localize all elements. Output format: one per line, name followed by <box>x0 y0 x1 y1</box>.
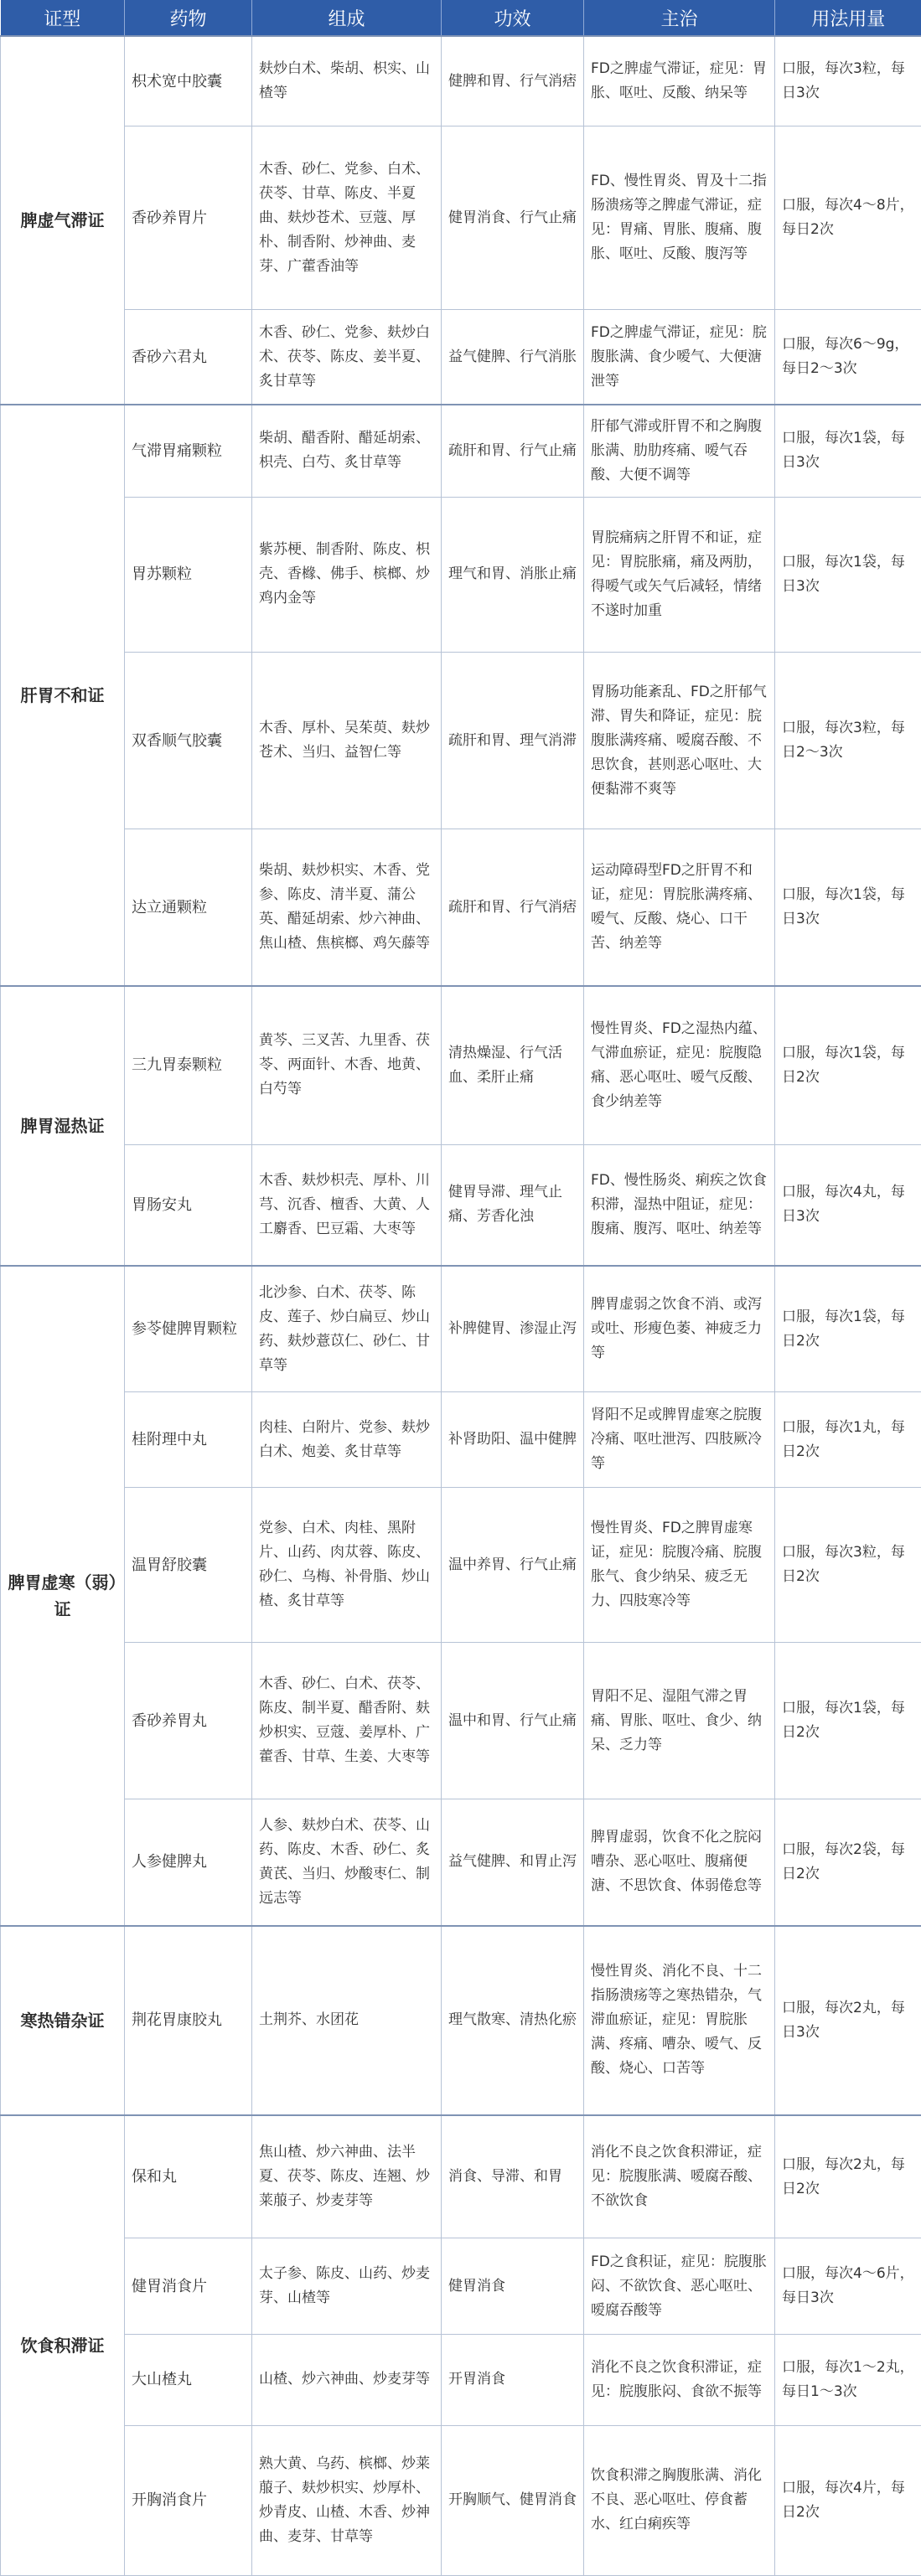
syndrome-cell: 肝胃不和证 <box>1 405 125 986</box>
usage-cell: 口服，每次1袋，每日3次 <box>775 829 921 986</box>
syndrome-cell: 脾胃虚寒（弱）证 <box>1 1266 125 1926</box>
drug-cell: 温胃舒胶囊 <box>125 1488 252 1643</box>
table-row <box>1 1144 921 1266</box>
table-row <box>1 1266 921 1392</box>
effect-cell: 理气和胃、消胀止痛 <box>442 497 584 652</box>
indication-cell: 肾阳不足或脾胃虚寒之脘腹冷痛、呕吐泄泻、四肢厥冷等 <box>584 1392 775 1488</box>
composition-cell: 麸炒白术、柴胡、枳实、山楂等 <box>252 36 442 126</box>
syndrome-cell: 寒热错杂证 <box>1 1926 125 2115</box>
drug-cell: 健胃消食片 <box>125 2238 252 2335</box>
indication-cell: 饮食积滞之胸腹胀满、消化不良、恶心呕吐、停食蓄水、红白痢疾等 <box>584 2425 775 2575</box>
drug-cell: 参苓健脾胃颗粒 <box>125 1266 252 1392</box>
header-indication: 主治 <box>584 0 775 36</box>
indication-cell: 胃脘痛病之肝胃不和证，症见：胃脘胀痛，痛及两肋，得嗳气或矢气后减轻，情绪不遂时加重 <box>584 497 775 652</box>
drug-cell: 人参健脾丸 <box>125 1799 252 1926</box>
usage-cell: 口服，每次1袋，每日2次 <box>775 1266 921 1392</box>
table-row <box>1 1643 921 1799</box>
composition-cell: 党参、白术、肉桂、黑附片、山药、肉苁蓉、陈皮、砂仁、乌梅、补骨脂、炒山楂、炙甘草等 <box>252 1488 442 1643</box>
indication-cell: 慢性胃炎、FD之湿热内蕴、气滞血瘀证，症见：脘腹隐痛、恶心呕吐、嗳气反酸、食少纳差等 <box>584 986 775 1144</box>
usage-cell: 口服，每次6～9g，每日2～3次 <box>775 310 921 405</box>
syndrome-cell: 脾虚气滞证 <box>1 36 125 405</box>
composition-cell: 柴胡、醋香附、醋延胡索、枳壳、白芍、炙甘草等 <box>252 405 442 498</box>
drug-cell: 荆花胃康胶丸 <box>125 1926 252 2115</box>
composition-cell: 人参、麸炒白术、茯苓、山药、陈皮、木香、砂仁、炙黄芪、当归、炒酸枣仁、制远志等 <box>252 1799 442 1926</box>
composition-cell: 黄芩、三叉苦、九里香、茯苓、两面针、木香、地黄、白芍等 <box>252 986 442 1144</box>
composition-cell: 木香、砂仁、党参、白术、茯苓、甘草、陈皮、半夏曲、麸炒苍术、豆蔻、厚朴、制香附、炒神曲、麦芽、广藿香油等 <box>252 126 442 310</box>
composition-cell: 山楂、炒六神曲、炒麦芽等 <box>252 2335 442 2426</box>
effect-cell: 温中养胃、行气止痛 <box>442 1488 584 1643</box>
effect-cell: 健胃导滞、理气止痛、芳香化浊 <box>442 1144 584 1266</box>
composition-cell: 熟大黄、乌药、槟榔、炒莱菔子、麸炒枳实、炒厚朴、炒青皮、山楂、木香、炒神曲、麦芽、甘草等 <box>252 2425 442 2575</box>
table-row <box>1 126 921 310</box>
effect-cell: 补脾健胃、渗湿止泻 <box>442 1266 584 1392</box>
drug-cell: 保和丸 <box>125 2115 252 2238</box>
header-effect: 功效 <box>442 0 584 36</box>
effect-cell: 开胃消食 <box>442 2335 584 2426</box>
table-row <box>1 2335 921 2426</box>
usage-cell: 口服，每次2丸，每日3次 <box>775 1926 921 2115</box>
effect-cell: 温中和胃、行气止痛 <box>442 1643 584 1799</box>
table-row <box>1 1488 921 1643</box>
table-row <box>1 36 921 126</box>
table-row <box>1 1926 921 2115</box>
usage-cell: 口服，每次1袋，每日3次 <box>775 405 921 498</box>
header-syndrome: 证型 <box>1 0 125 36</box>
drug-cell: 香砂六君丸 <box>125 310 252 405</box>
header-row <box>1 0 921 36</box>
indication-cell: FD之脾虚气滞证，症见：脘腹胀满、食少嗳气、大便溏泄等 <box>584 310 775 405</box>
indication-cell: 脾胃虚弱，饮食不化之脘闷嘈杂、恶心呕吐、腹痛便溏、不思饮食、体弱倦怠等 <box>584 1799 775 1926</box>
table-row <box>1 2238 921 2335</box>
header-drug: 药物 <box>125 0 252 36</box>
effect-cell: 开胸顺气、健胃消食 <box>442 2425 584 2575</box>
usage-cell: 口服，每次4～8片，每日2次 <box>775 126 921 310</box>
drug-cell: 桂附理中丸 <box>125 1392 252 1488</box>
indication-cell: FD之脾虚气滞证，症见：胃胀、呕吐、反酸、纳呆等 <box>584 36 775 126</box>
table-row <box>1 310 921 405</box>
composition-cell: 北沙参、白术、茯苓、陈皮、莲子、炒白扁豆、炒山药、麸炒薏苡仁、砂仁、甘草等 <box>252 1266 442 1392</box>
drug-cell: 双香顺气胶囊 <box>125 652 252 829</box>
indication-cell: FD、慢性肠炎、痢疾之饮食积滞，湿热中阻证，症见：腹痛、腹泻、呕吐、纳差等 <box>584 1144 775 1266</box>
indication-cell: 肝郁气滞或肝胃不和之胸腹胀满、肋肋疼痛、嗳气吞酸、大便不调等 <box>584 405 775 498</box>
indication-cell: 胃肠功能紊乱、FD之肝郁气滞、胃失和降证，症见：脘腹胀满疼痛、嗳腐吞酸、不思饮食，甚则恶心呕吐、大便黏滞不爽等 <box>584 652 775 829</box>
composition-cell: 太子参、陈皮、山药、炒麦芽、山楂等 <box>252 2238 442 2335</box>
table-row <box>1 652 921 829</box>
indication-cell: 运动障碍型FD之肝胃不和证，症见：胃脘胀满疼痛、嗳气、反酸、烧心、口干苦、纳差等 <box>584 829 775 986</box>
effect-cell: 健胃消食、行气止痛 <box>442 126 584 310</box>
header-usage: 用法用量 <box>775 0 921 36</box>
indication-cell: 消化不良之饮食积滞证，症见：脘腹胀满、嗳腐吞酸、不欲饮食 <box>584 2115 775 2238</box>
usage-cell: 口服，每次1袋，每日3次 <box>775 497 921 652</box>
table-row <box>1 405 921 498</box>
effect-cell: 清热燥湿、行气活血、柔肝止痛 <box>442 986 584 1144</box>
effect-cell: 疏肝和胃、理气消滞 <box>442 652 584 829</box>
drug-cell: 大山楂丸 <box>125 2335 252 2426</box>
table-row <box>1 1392 921 1488</box>
usage-cell: 口服，每次2丸，每日2次 <box>775 2115 921 2238</box>
composition-cell: 肉桂、白附片、党参、麸炒白术、炮姜、炙甘草等 <box>252 1392 442 1488</box>
indication-cell: 胃阳不足、湿阻气滞之胃痛、胃胀、呕吐、食少、纳呆、乏力等 <box>584 1643 775 1799</box>
header-composition: 组成 <box>252 0 442 36</box>
composition-cell: 木香、麸炒枳壳、厚朴、川芎、沉香、檀香、大黄、人工麝香、巴豆霜、大枣等 <box>252 1144 442 1266</box>
table-row <box>1 2425 921 2575</box>
composition-cell: 木香、厚朴、吴茱萸、麸炒苍术、当归、益智仁等 <box>252 652 442 829</box>
composition-cell: 木香、砂仁、党参、麸炒白术、茯苓、陈皮、姜半夏、炙甘草等 <box>252 310 442 405</box>
composition-cell: 木香、砂仁、白术、茯苓、陈皮、制半夏、醋香附、麸炒枳实、豆蔻、姜厚朴、广藿香、甘草、生姜、大枣等 <box>252 1643 442 1799</box>
composition-cell: 紫苏梗、制香附、陈皮、枳壳、香橼、佛手、槟榔、炒鸡内金等 <box>252 497 442 652</box>
usage-cell: 口服，每次4～6片，每日3次 <box>775 2238 921 2335</box>
usage-cell: 口服，每次1袋，每日2次 <box>775 1643 921 1799</box>
usage-cell: 口服，每次3粒，每日2次 <box>775 1488 921 1643</box>
usage-cell: 口服，每次1～2丸，每日1～3次 <box>775 2335 921 2426</box>
drug-cell: 胃苏颗粒 <box>125 497 252 652</box>
table-row <box>1 829 921 986</box>
usage-cell: 口服，每次4丸，每日3次 <box>775 1144 921 1266</box>
usage-cell: 口服，每次2袋，每日2次 <box>775 1799 921 1926</box>
drug-cell: 达立通颗粒 <box>125 829 252 986</box>
syndrome-cell: 饮食积滞证 <box>1 2115 125 2575</box>
effect-cell: 理气散寒、清热化瘀 <box>442 1926 584 2115</box>
drug-cell: 胃肠安丸 <box>125 1144 252 1266</box>
usage-cell: 口服，每次1丸，每日2次 <box>775 1392 921 1488</box>
effect-cell: 健胃消食 <box>442 2238 584 2335</box>
table-row <box>1 1799 921 1926</box>
indication-cell: 慢性胃炎、FD之脾胃虚寒证，症见：脘腹冷痛、脘腹胀气、食少纳呆、疲乏无力、四肢寒冷等 <box>584 1488 775 1643</box>
effect-cell: 疏肝和胃、行气止痛 <box>442 405 584 498</box>
table-row <box>1 497 921 652</box>
effect-cell: 消食、导滞、和胃 <box>442 2115 584 2238</box>
drug-cell: 枳术宽中胶囊 <box>125 36 252 126</box>
usage-cell: 口服，每次3粒，每日2～3次 <box>775 652 921 829</box>
drug-cell: 开胸消食片 <box>125 2425 252 2575</box>
composition-cell: 柴胡、麸炒枳实、木香、党参、陈皮、清半夏、蒲公英、醋延胡索、炒六神曲、焦山楂、焦槟榔、鸡矢藤等 <box>252 829 442 986</box>
table-row <box>1 2115 921 2238</box>
effect-cell: 补肾助阳、温中健脾 <box>442 1392 584 1488</box>
indication-cell: FD、慢性胃炎、胃及十二指肠溃疡等之脾虚气滞证，症见：胃痛、胃胀、腹痛、腹胀、呕吐、反酸、腹泻等 <box>584 126 775 310</box>
syndrome-cell: 脾胃湿热证 <box>1 986 125 1266</box>
composition-cell: 土荆芥、水团花 <box>252 1926 442 2115</box>
drug-cell: 香砂养胃片 <box>125 126 252 310</box>
indication-cell: 慢性胃炎、消化不良、十二指肠溃疡等之寒热错杂，气滞血瘀证，症见：胃脘胀满、疼痛、嘈杂、嗳气、反酸、烧心、口苦等 <box>584 1926 775 2115</box>
indication-cell: FD之食积证，症见：脘腹胀闷、不欲饮食、恶心呕吐、嗳腐吞酸等 <box>584 2238 775 2335</box>
usage-cell: 口服，每次3粒，每日3次 <box>775 36 921 126</box>
indication-cell: 脾胃虚弱之饮食不消、或泻或吐、形瘦色萎、神疲乏力等 <box>584 1266 775 1392</box>
usage-cell: 口服，每次4片，每日2次 <box>775 2425 921 2575</box>
drug-cell: 气滞胃痛颗粒 <box>125 405 252 498</box>
effect-cell: 益气健脾、和胃止泻 <box>442 1799 584 1926</box>
effect-cell: 疏肝和胃、行气消痞 <box>442 829 584 986</box>
drug-cell: 三九胃泰颗粒 <box>125 986 252 1144</box>
drug-cell: 香砂养胃丸 <box>125 1643 252 1799</box>
composition-cell: 焦山楂、炒六神曲、法半夏、茯苓、陈皮、连翘、炒莱菔子、炒麦芽等 <box>252 2115 442 2238</box>
table-row <box>1 986 921 1144</box>
usage-cell: 口服，每次1袋，每日2次 <box>775 986 921 1144</box>
indication-cell: 消化不良之饮食积滞证，症见：脘腹胀闷、食欲不振等 <box>584 2335 775 2426</box>
effect-cell: 益气健脾、行气消胀 <box>442 310 584 405</box>
effect-cell: 健脾和胃、行气消痞 <box>442 36 584 126</box>
